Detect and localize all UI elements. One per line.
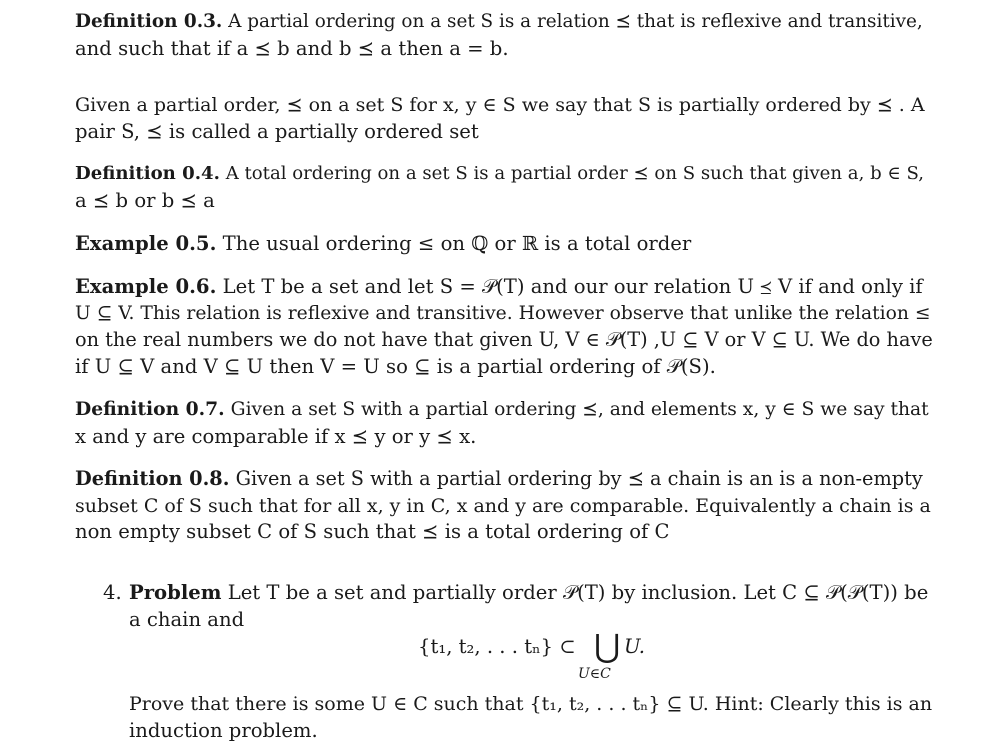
definition-0-3 — [75, 9, 933, 62]
big-union-symbol: ⋃ — [594, 627, 621, 665]
definition-0-7-line-1: Given a set S with a partial ordering ⪯, and elements x, y ∈ S we say that — [230, 399, 929, 420]
definition-0-4-line-2: a ⪯ b or b ⪯ a — [75, 188, 215, 212]
example-0-6 — [75, 274, 933, 380]
definition-0-8-line-3: non empty subset C of S such that ⪯ is a total ordering of C — [75, 520, 670, 543]
problem-4-number: 4. — [103, 581, 122, 604]
definition-0-4-line-1: A total ordering on a set S is a partial order ⪯ on S such that given a, b ∈ S, — [225, 163, 925, 184]
partial-order-line-2: pair S, ⪯ is called a partially ordered set — [75, 119, 479, 143]
display-lhs: {t₁, t₂, . . . tₙ} ⊂ — [418, 635, 576, 658]
problem-4-line-2: a chain and — [129, 607, 245, 631]
definition-0-8 — [75, 466, 933, 546]
definition-0-4-heading: Definition 0.4. — [75, 163, 220, 184]
definition-0-4 — [75, 161, 933, 214]
definition-0-7-line-2: x and y are comparable if x ⪯ y or y ⪯ x. — [75, 424, 477, 448]
problem-4-line-4: induction problem. — [129, 718, 318, 742]
display-union-subscript: U∈C — [578, 666, 611, 682]
union-display-equation — [418, 627, 658, 683]
definition-0-8-line-2: subset C of S such that for all x, y in C, x and y are comparable. Equivalently a chain is a — [75, 494, 931, 517]
problem-4-heading: Problem — [129, 581, 222, 604]
example-0-6-line-2: U ⊆ V. This relation is reflexive and transitive. However observe that unlike the relation ≤ — [75, 302, 931, 324]
definition-0-7 — [75, 396, 933, 450]
problem-4-line-1: Let T be a set and partially order 𝒫(T) by inclusion. Let C ⊆ 𝒫(𝒫(T)) be — [227, 581, 929, 604]
example-0-6-line-4: if U ⊆ V and V ⊆ U then V = U so ⊆ is a partial ordering of 𝒫(S). — [75, 354, 716, 378]
definition-0-3-heading: Definition 0.3. — [75, 11, 223, 32]
definition-0-3-line-1: A partial ordering on a set S is a relation ⪯ that is reflexive and transitive, — [228, 11, 923, 32]
example-0-6-heading: Example 0.6. — [75, 275, 217, 298]
definition-0-8-line-1: Given a set S with a partial ordering by ⪯ a chain is an is a non-empty — [235, 467, 923, 490]
partial-order-line-1: Given a partial order, ⪯ on a set S for x, y ∈ S we say that S is partially ordered by ⪯ . A — [75, 94, 925, 116]
partial-order-paragraph — [75, 92, 933, 145]
definition-0-3-line-2: and such that if a ⪯ b and b ⪯ a then a = b. — [75, 36, 509, 60]
example-0-6-line-1: Let T be a set and let S = 𝒫(T) and our our relation U ⪯ V if and only if — [222, 275, 923, 298]
problem-4-continuation — [129, 691, 933, 744]
definition-0-8-heading: Definition 0.8. — [75, 467, 230, 490]
definition-0-7-heading: Definition 0.7. — [75, 398, 225, 420]
example-0-5-heading: Example 0.5. — [75, 232, 217, 255]
display-union-variable: U. — [624, 635, 645, 658]
example-0-5-line-1: The usual ordering ≤ on ℚ or ℝ is a total order — [222, 232, 692, 255]
example-0-6-line-3: on the real numbers we do not have that given U, V ∈ 𝒫(T) ,U ⊆ V or V ⊆ U. We do have — [75, 328, 933, 351]
example-0-5 — [75, 231, 933, 258]
problem-4-line-3: Prove that there is some U ∈ C such that {t₁, t₂, . . . tₙ} ⊆ U. Hint: Clearly this is an — [129, 693, 933, 715]
